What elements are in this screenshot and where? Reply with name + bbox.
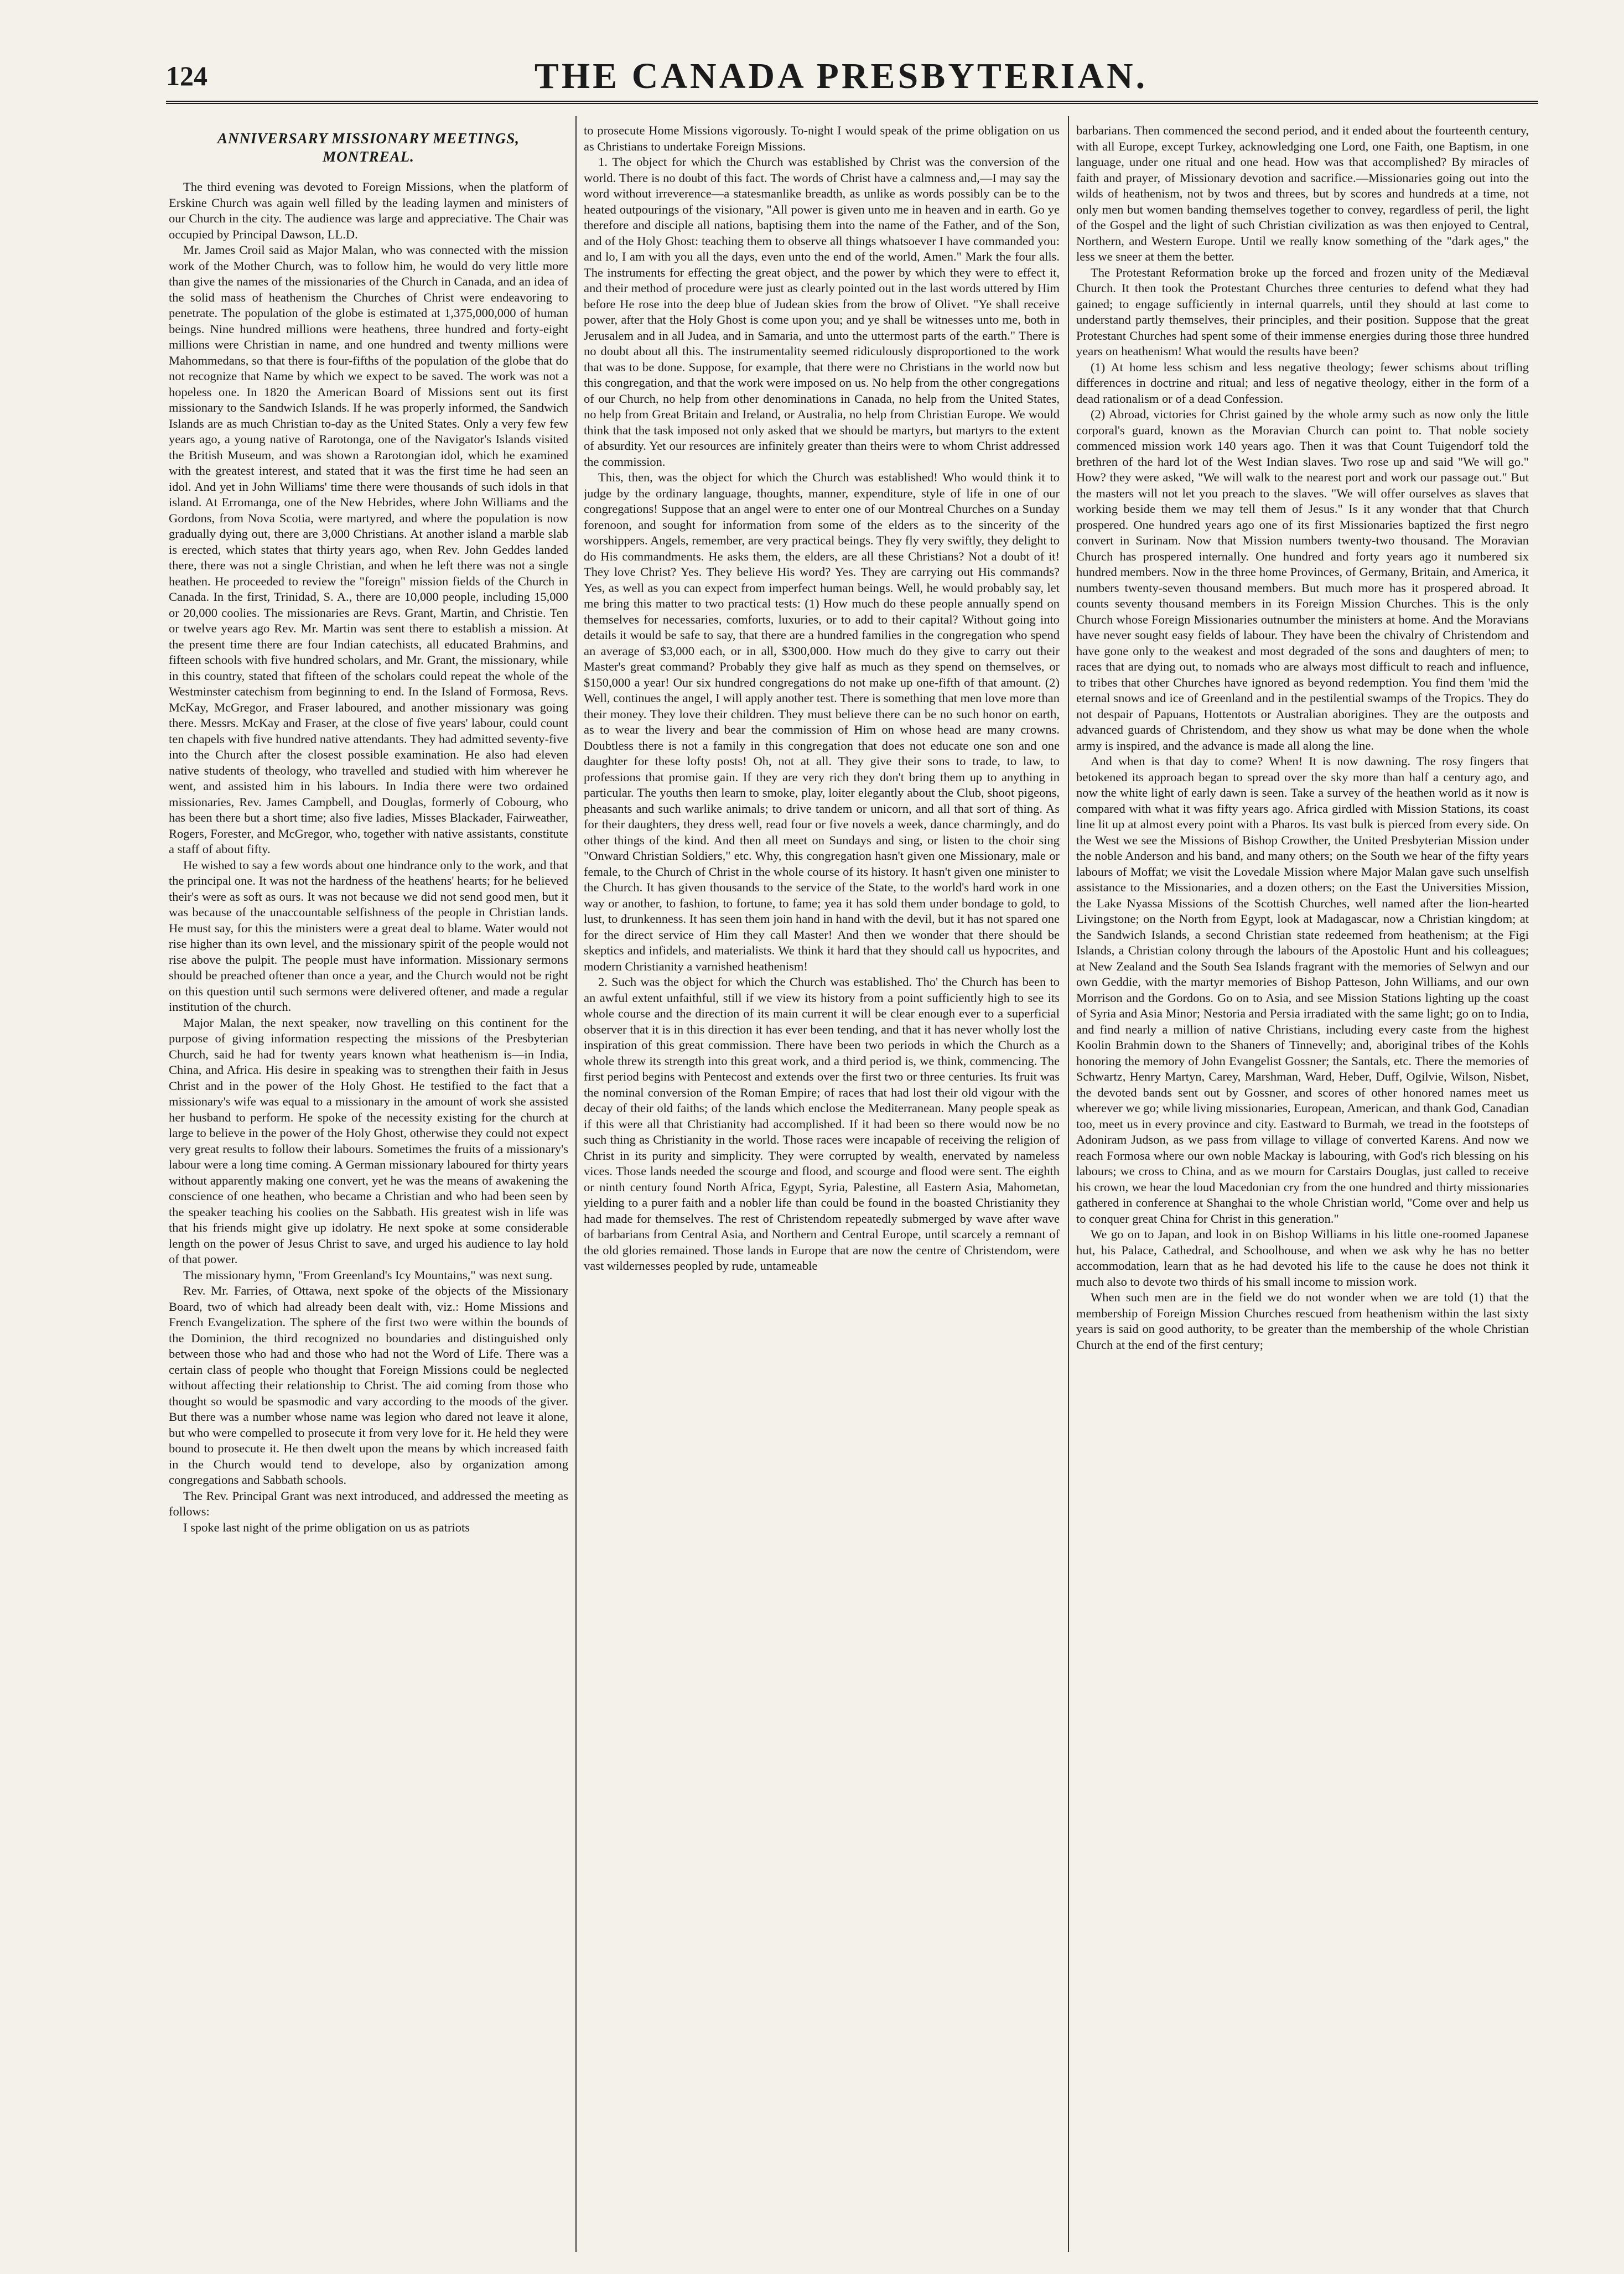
paragraph: (2) Abroad, victories for Christ gained by the whole army such as now only the little corporal's guard, known as the Moravian Church can point to. That noble society commenced mission work 140 years ago. Then it was that Count Tuigendorf told the brethren of the hard lot of the West Indian slaves. Two rose up and said "We will go." How? they were asked, "We will walk to the nearest port and work our passage out." But the masters will not let you preach to the slaves. "We will offer ourselves as slaves that working beside them we may tell them of Jesus." Is it any wonder that that Church prospered. One hundred years ago one of its first Missionaries baptized the first negro convert in Surinam. Now that Mission numbers twenty-two thousand. The Moravian Church has prospered internally. One hundred and forty years ago it numbered six hundred members. Now in the three home Provinces, of Germany, Britain, and America, it numbers twenty-seven thousand members. But much more has it prospered abroad. It counts seventy thousand members in its Foreign Mission Churches. This is the only Church whose Foreign Missionaries outnumber the ministers at home. And the Moravians have never sought easy fields of labour. They have been the chivalry of Christendom and have gone only to the weakest and most degraded of the sons and daughters of men; to races that are dying out, to nomads who are always most difficult to reach and influence, to tribes that other Churches have ignored as beyond redemption. You find them 'mid the eternal snows and ice of Greenland and in the pestilential swamps of the Tropics. They do not despair of Papuans, Hottentots or Australian aborigines. They are the outposts and advanced guards of Christendom, and they show us what may be done when the whole army is inspired, and the advance is made all along the line. — [1076, 407, 1529, 752]
paragraph: to prosecute Home Missions vigorously. To-night I would speak of the prime obligation on us as Christians to undertake Foreign Missions. — [584, 123, 1060, 153]
page-header — [144, 53, 1538, 94]
column-3 — [1076, 123, 1529, 2247]
paragraph: barbarians. Then commenced the second period, and it ended about the fourteenth century, with all Europe, except Turkey, acknowledging one Lord, one Faith, one Baptism, in one language, under one ritual and one head. How was that accomplished? By miracles of faith and prayer, of Missionary devotion and sacrifice.—Missionaries going out into the wilds of heathenism, not by twos and threes, but by scores and hundreds at a time, not only men but women banding themselves together to convey, regardless of peril, the light of the Gospel and the light of such Christian civilization as was then enjoyed to Central, Northern, and Western Europe. Until we really know something of the "dark ages," the less we sneer at them the better. — [1076, 123, 1529, 263]
paragraph: When such men are in the field we do not wonder when we are told (1) that the membership of Foreign Mission Churches rescued from heathenism within the last sixty years is said on good authority, to be greater than the membership of the whole Christian Church at the end of the first century; — [1076, 1290, 1529, 1352]
paragraph: 1. The object for which the Church was established by Christ was the conversion of the world. There is no doubt of this fact. The words of Christ have a calmness and,—I may say the word without irreverence—a statesmanlike breadth, as unlike as words possibly can be to the heated outpourings of the visionary, "All power is given unto me in heaven and in earth. Go ye therefore and disciple all nations, baptising them into the name of the Father, and of the Son, and of the Holy Ghost: teaching them to observe all things whatsoever I have commanded you: and lo, I am with you all the days, even unto the end of the world, Amen." Mark the four alls. The instruments for effecting the great object, and the power by which they were to effect it, and their method of procedure were just as clearly pointed out in the last words uttered by Him before He rose into the deep blue of Judean skies from the brow of Olivet. "Ye shall receive power, after that the Holy Ghost is come upon you; and ye shall be witnesses unto me, both in Jerusalem and in all Judea, and in Samaria, and unto the uttermost parts of the earth." There is no doubt about all this. The instrumentality seemed ridiculously disproportioned to the work that was to be done. Suppose, for example, that there were no Christians in the world now but this congregation, and that the work were imposed on us. No help from the other congregations of our Church, no help from other denominations in Canada, no help from the United States, no help from Great Britain and Ireland, or Australia, no help from Christian Europe. We would think that the task imposed not only asked that we should be martyrs, but martyrs to the extent of absurdity. Yet our resources are infinitely greater than theirs were to whom Christ addressed the commission. — [584, 155, 1060, 469]
paragraph: Major Malan, the next speaker, now travelling on this continent for the purpose of giving information respecting the missions of the Presbyterian Church, said he had for twenty years known what heathenism is—in India, China, and Africa. His desire in speaking was to strengthen their faith in Jesus Christ and in the power of the Holy Ghost. He testified to the fact that a missionary's wife was equal to a missionary in the amount of work she assisted her husband to perform. He spoke of the necessity existing for the church at large to believe in the power of the Holy Ghost, otherwise they could not expect very great results to follow their labours. Sometimes the fruits of a missionary's labour were a long time coming. A German missionary laboured for thirty years without apparently making one convert, yet he was the means of awakening the conscience of one heathen, who became a Christian and who had been seen by the speaker teaching his coolies on the Sabbath. His greatest wish in life was that his friends might give up idolatry. He next spoke at some considerable length on the power of Jesus Christ to save, and urged his audience to lay hold of that power. — [169, 1015, 568, 1266]
paragraph: The Rev. Principal Grant was next introduced, and addressed the meeting as follows: — [169, 1488, 568, 1518]
paragraph: (1) At home less schism and less negative theology; fewer schisms about trifling differences in doctrine and ritual; and less of negative theology, either in the form of a dead rationalism or of a dead Confession. — [1076, 360, 1529, 406]
paragraph: This, then, was the object for which the Church was established! Who would think it to judge by the ordinary language, thoughts, manner, expenditure, style of life in one of our congregations! Suppose that an angel were to enter one of our Montreal Churches on a Sunday forenoon, and sought for information from some of the elders as to the sincerity of the worshippers. Angels, remember, are very practical beings. They fly very swiftly, they delight to do His commandments. He asks them, the elders, are all these Christians? Not a doubt of it! They love Christ? Yes. They believe His word? Yes. They are carrying out His commands? Yes, as well as you can expect from imperfect human beings. Well, he would probably say, let me bring this matter to two practical tests: (1) How much do these people annually spend on themselves for necessaries, comforts, luxuries, or to add to their capital? Without going into details it would be safe to say, that there are a hundred families in the congregation who spend an average of $3,000 each, or in all, $300,000. How much do they give to carry out their Master's great command? Probably they give half as much as they spend on themselves, or $150,000 a year! Our six hundred congregations do not make up one-fifth of that amount. (2) Well, continues the angel, I will apply another test. There is something that men love more than their money. They love their children. They must believe there can be no such honor on earth, as to wear the livery and bear the commission of Him on whose head are many crowns. Doubtless there is not a family in this congregation that does not educate one son and one daughter for these lofty posts! Oh, not at all. They give their sons to trade, to law, to professions that promise gain. If they are very rich they don't bring them up to anything in particular. The youths then learn to smoke, play, loiter elegantly about the Club, shoot pigeons, pheasants and such warlike animals; to drive tandem or unicorn, and all that sort of thing. As for their daughters, they dress well, read four or five novels a week, dance charmingly, and do other things of the kind. And then all meet on Sundays and sing, or listen to the choir sing "Onward Christian Soldiers," etc. Why, this congregation hasn't given one Missionary, male or female, to the Church of Christ in the whole course of its history. It hasn't given one minister to the Church. It has given thousands to the service of the State, to the world's hard work in one way or another, to fashion, to fortune, to fame; yea it has sold them under bondage to gold, to lust, to drunkenness. It has seen them join hand in hand with the devil, but it has not spared one for the direct service of Him they call Master! And then we wonder that there should be skeptics and infidels, and materialists. We think it hard that they should call us hypocrites, and modern Christianity a varnished heathenism! — [584, 470, 1060, 973]
paragraph: Rev. Mr. Farries, of Ottawa, next spoke of the objects of the Missionary Board, two of which had already been dealt with, viz.: Home Missions and French Evangelization. The sphere of the first two were within the bounds of the Dominion, the third recognized no boundaries and distinguished only between those who had and those who had not the Word of Life. There was a certain class of people who thought that Foreign Missions could be neglected without affecting their relationship to Christ. The aid coming from those who thought so would be spasmodic and vary according to the moods of the giver. But there was a number whose name was legion who dared not leave it alone, but who were compelled to prosecute it from very love for it. He held they were bound to prosecute it. He then dwelt upon the means by which increased faith in the Church would tend to develope, also by organization among congregations and Sabbath schools. — [169, 1284, 568, 1487]
paragraph: Mr. James Croil said as Major Malan, who was connected with the mission work of the Mother Church, was to follow him, he would do very little more than give the names of the missionaries of the Church in Canada, and an idea of the solid mass of heathenism the Churches of Christ were endeavoring to penetrate. The population of the globe is estimated at 1,375,000,000 of human beings. Nine hundred millions were heathens, three hundred and forty-eight millions were Christian in name, and one hundred and twenty millions were Mahommedans, so that there is four-fifths of the population of the globe that do not recognize that Name by which we expect to be saved. The work was not a hopeless one. In 1820 the American Board of Missions sent out its first missionary to the Sandwich Islands. If he was properly informed, the Sandwich Islands are as much Christian to-day as the United States. Only a very few few years ago, a young native of Rarotonga, one of the Navigator's Islands visited the British Museum, and was shown a Rarotongian idol, which he examined with the greatest interest, and stated that it was the first time he had seen an idol. And yet in John Williams' time there were thousands of such idols in that island. At Erromanga, one of the New Hebrides, where John Williams and the Gordons, from Nova Scotia, were martyred, and where the population is now gradually dying out, there are 3,000 Christians. At another island a marble slab is erected, which states that thirty years ago, when Rev. John Geddes landed there, there was not a single Christian, and when he left there was not a single heathen. He proceeded to review the "foreign" mission fields of the Church in Canada. In the first, Trinidad, S. A., there are 10,000 people, including 15,000 or 20,000 coolies. The missionaries are Revs. Grant, Martin, and Christie. Ten or twelve years ago Rev. Mr. Martin was sent there to establish a mission. At the present time there are four Indian catechists, all educated Brahmins, and fifteen schools with five hundred scholars, and Mr. Grant, the missionary, while in this country, stated that fifteen of the scholars could repeat the whole of the Westminster catechism from beginning to end. In the Island of Formosa, Revs. McKay, McGregor, and Fraser laboured, and another missionary was going there. Messrs. McKay and Fraser, at the close of five years' labour, could count ten chapels with five hundred native attendants. They had admitted seventy-five into the Church after the closest possible examination. He also had eleven native students of theology, who travelled and studied with him wherever he went, and assisted him in his labours. In India there were two ordained missionaries, Rev. James Campbell, and Douglas, formerly of Cobourg, who has been there but a short time; also five ladies, Misses Blackader, Fairweather, Rogers, Forester, and McGregor, who, together with native assistants, constitute a staff of about fifty. — [169, 243, 568, 856]
paragraph: I spoke last night of the prime obligation on us as patriots — [183, 1520, 470, 1534]
paragraph: The missionary hymn, "From Greenland's Icy Mountains," was next sung. — [183, 1268, 553, 1282]
page-number: 124 — [166, 60, 207, 91]
paragraph: We go on to Japan, and look in on Bishop Williams in his little one-roomed Japanese hut, his Palace, Cathedral, and Schoolhouse, and when we ask why he has no better accommodation, learn that as he had devoted his life to the cause he does not think it much also to devote two thirds of his small income to mission work. — [1076, 1227, 1529, 1289]
paragraph: The Protestant Reformation broke up the forced and frozen unity of the Mediæval Church. It then took the Protestant Churches three centuries to defend what they had gained; to engage sufficiently in internal quarrels, until they should at last come to understand partly themselves, their principles, and their position. Suppose that the great Protestant Churches had spent some of their immense energies during those three hundred years on heathenism! What would the results have been? — [1076, 265, 1529, 358]
article-title: ANNIVERSARY MISSIONARY MEETINGS, MONTREAL. — [217, 130, 520, 165]
column-divider — [1068, 116, 1069, 2252]
paragraph: 2. Such was the object for which the Church was established. Tho' the Church has been to an awful extent unfaithful, still if we view its history from a point sufficiently high to see its whole course and the direction of its main current it will be clear enough ever to a superficial observer that it is in this direction it has ever been tending, and that it has never wholly lost the inspiration of this great commission. There have been two periods in which the Church as a whole threw its strength into this great work, and a third period is, we think, commencing. The first period begins with Pentecost and extends over the first two or three centuries. Its fruit was the nominal conversion of the Roman Empire; of races that had lost their old vigour with the decay of their old faiths; of the lands which enclose the Mediterranean. Many people speak as if this were all that Christianity had accomplished. If it had been so there would now be no such thing as Christianity in the world. Those races were incapable of receiving the religion of Christ in its purity and simplicity. They were corrupted by wealth, enervated by nameless vices. Those lands needed the scourge and flood, and scourge and flood were sent. The eighth or ninth century found North Africa, Egypt, Syria, Palestine, all Eastern Asia, Mahometan, yielding to a purer faith and a nobler life than could be found in the boasted Christianity they had made for themselves. The rest of Christendom repeatedly submerged by wave after wave of barbarians from Central Asia, and Northern and Central Europe, until scarcely a remnant of the old glories remained. Those lands in Europe that are now the centre of Christendom, were vast wildernesses peopled by rude, untameable — [584, 975, 1060, 1273]
paragraph: He wished to say a few words about one hindrance only to the work, and that the principal one. It was not the hardness of the heathens' hearts; for he believed their's were as soft as ours. It was not because we did not send good men, but it was because of the unaccountable selfishness of the people in Christian lands. He must say, for this the ministers were a great deal to blame. Water would not rise higher than its own level, and the missionary spirit of the people would not rise above the pulpit. The people must have information. Missionary sermons should be preached oftener than once a year, and the Church would not be right on this question until such sermons were delivered oftener, and made a regular institution of the church. — [169, 858, 568, 1014]
header-rule — [166, 101, 1538, 104]
paragraph: And when is that day to come? When! It is now dawning. The rosy fingers that betokened its approach began to spread over the sky more than half a century ago, and now the white light of early dawn is seen. Take a survey of the heathen world as it now is compared with what it was fifty years ago. Africa girdled with Mission Stations, its coast line lit up at almost every point with a Pharos. Its vast bulk is pierced from every side. On the West we see the Missions of Bishop Crowther, the United Presbyterian Mission under the noble Anderson and his band, and many others; on the South we hear of the fifty years labours of Moffat; we visit the Lovedale Mission where Major Malan gave such unselfish assistance to the Missionaries, and a dozen others; on the East the Universities Mission, the Lake Nyassa Missions of the Scottish Churches, well named after the lion-hearted Livingstone; on the North from Egypt, look at Madagascar, now a Christian kingdom; at the Sandwich Islands, a second Christian state redeemed from heathenism; at the Figi Islands, a Christian colony through the labours of the Apostolic Hunt and his colleagues; at New Zealand and the South Sea Islands fragrant with the memories of Selwyn and our own Geddie, with the martyr memories of Bishop Patteson, John Williams, and our own Morrison and the Gordons. Go on to Asia, and see Mission Stations lighting up the coast of Syria and Asia Minor; Nestoria and Persia irradiated with the same light; go on to India, and find nearly a million of native Christians, including every caste from the highest Koolin Brahmin down to the Shaners of Tinnevelly; and, aboriginal tribes of the Kohls honoring the memory of John Evangelist Gossner; the Santals, etc. There the memories of Schwartz, Henry Martyn, Carey, Marshman, Ward, Heber, Duff, Ogilvie, Wilson, Nisbet, the devoted bands sent out by Gossner, and scores of other honored names meet us wherever we go; while living missionaries, European, American, and thank God, Canadian too, meet us in every province and city. Eastward to Burmah, we tread in the footsteps of Adoniram Judson, as we pass from village to village of converted Karens. And now we reach Formosa where our own noble Mackay is labouring, with God's rich blessing on his labours; we cross to China, and as we mourn for Carstairs Douglas, just called to receive his crown, we hear the loud Macedonian cry from the one hundred and thirty missionaries gathered in conference at Shanghai to the whole Christian world, "Come over and help us to conquer great China for Christ in this generation." — [1076, 754, 1529, 1226]
column-1 — [169, 123, 568, 2247]
column-2 — [584, 123, 1060, 2247]
column-divider — [575, 116, 577, 2252]
paragraph: The third evening was devoted to Foreign Missions, when the platform of Erskine Church was again well filled by the leading laymen and ministers of our Church in the city. The audience was large and appreciative. The Chair was occupied by Principal Dawson, LL.D. — [169, 180, 568, 241]
running-title: THE CANADA PRESBYTERIAN. — [534, 56, 1148, 96]
